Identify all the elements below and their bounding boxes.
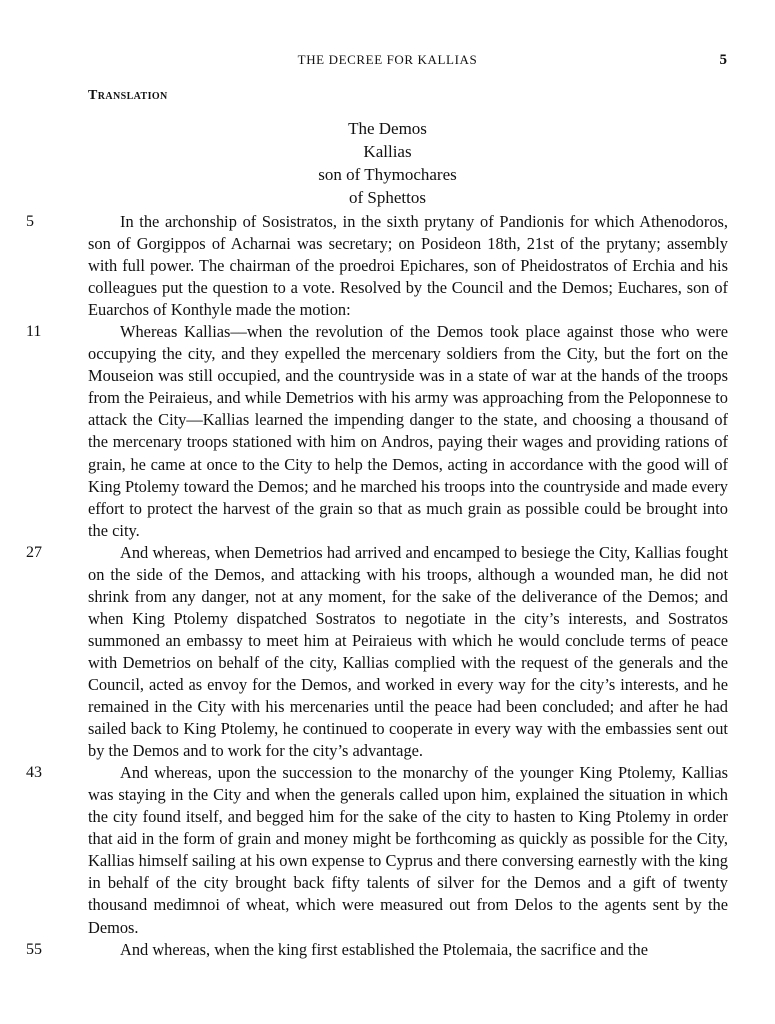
paragraph-text: And whereas, when the king first established the Ptolemaia, the sacrifice and the bbox=[120, 939, 648, 959]
translation-body bbox=[26, 211, 728, 961]
paragraph bbox=[26, 211, 728, 321]
paragraph bbox=[26, 542, 728, 762]
page-number: 5 bbox=[719, 52, 727, 68]
line-number: 55 bbox=[26, 940, 42, 958]
line-number: 43 bbox=[26, 764, 42, 782]
paragraph bbox=[26, 939, 728, 961]
paragraph-text: And whereas, upon the succession to the monarchy of the younger King Ptolemy, Kallias was staying in the City and when the generals called upon him, explained the situation in which the city found itself, and begged him for the sake of the city to hasten to King Ptolemy in order that aid in the form of grain and money might be forthcoming as quickly as possible for the City, Kallias himself sailing at his own expense to Cyprus and there conversing earnestly with the king in behalf of the city brought back fifty talents of silver for the Demos and a gift of twenty thousand medimnoi of wheat, which were measured out from Delos to the agents sent by the Demos. bbox=[88, 763, 728, 937]
running-header bbox=[0, 52, 775, 74]
heading-line: The Demos bbox=[348, 119, 427, 138]
paragraph-text: And whereas, when Demetrios had arrived and encamped to besiege the City, Kallias fought on the side of the Demos, and attacking with his troops, although a wounded man, he did not shrink from any danger, not at any moment, for the sake of the deliverance of the Demos; and when King Ptolemy dispatched Sostratos to negotiate in the city’s interests, and Sostratos summoned an embassy to meet him at Peiraieus with which he would conclude terms of peace with Demetrios on behalf of the city, Kallias complied with the request of the generals and the Council, acted as envoy for the Demos, and worked in every way for the city’s interests, and he remained in the City with his mercenaries until the peace had been concluded; and after he had sailed back to King Ptolemy, he continued to cooperate in every way with the embassies sent out by the Demos and to work for the city’s advantage. bbox=[88, 542, 728, 761]
line-number: 5 bbox=[26, 213, 34, 230]
paragraph-text: Whereas Kallias––when the revolution of the Demos took place against those who were occupying the city, and they expelled the mercenary soldiers from the City, but the fort on the Mouseion was still occupied, and the countryside was in a state of war at the hands of the troops from the Peiraieus, and while Demetrios with his army was approaching from the Peloponnese to attack the City—Kallias learned the impending danger to the state, and choosing a thousand of the mercenary troops stationed with him on Andros, paying their wages and providing rations of grain, he came at once to the City to help the Demos, acting in accordance with the good will of King Ptolemy toward the Demos; and he marched his troops into the countryside and made every effort to protect the harvest of the grain so that as much grain as possible could be brought into the city. bbox=[88, 322, 728, 540]
paragraph-text: In the archonship of Sosistratos, in the sixth prytany of Pandionis for which Athenodoros, son of Gorgippos of Acharnai was secretary; on Posideon 18th, 21st of the prytany; assembly with full power. The chairman of the proedroi Epichares, son of Pheidostratos of Erchia and his colleagues put the question to a vote. Resolved by the Council and the Demos; Euchares, son of Euarchos of Konthyle made the motion: bbox=[88, 212, 728, 320]
decree-heading bbox=[0, 117, 775, 209]
paragraph bbox=[26, 321, 728, 541]
heading-line: of Sphettos bbox=[349, 188, 426, 207]
heading-line: Kallias bbox=[363, 142, 412, 161]
section-label: Translation bbox=[88, 88, 168, 103]
running-title: THE DECREE FOR KALLIAS bbox=[297, 52, 478, 67]
line-number: 11 bbox=[26, 323, 42, 341]
heading-line: son of Thymochares bbox=[318, 165, 457, 184]
paragraph bbox=[26, 762, 728, 938]
line-number: 27 bbox=[26, 543, 42, 561]
